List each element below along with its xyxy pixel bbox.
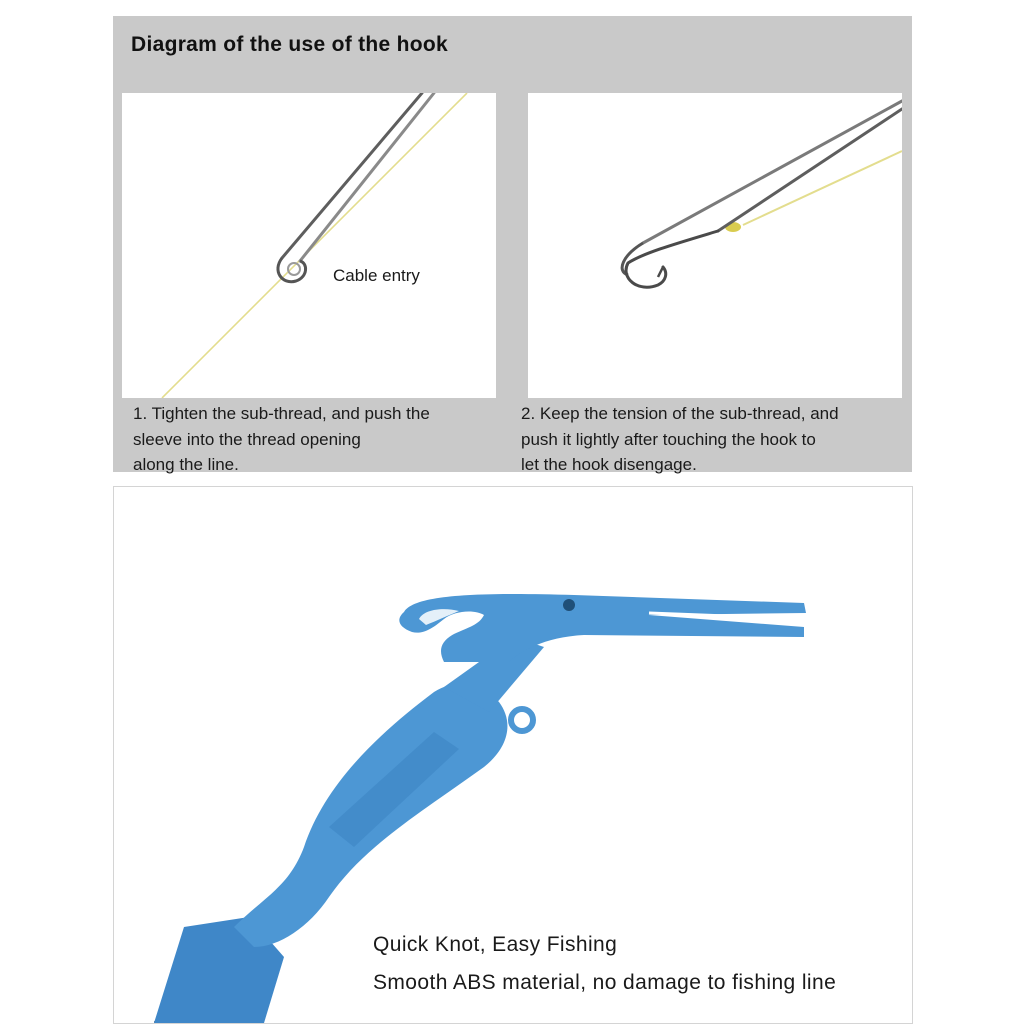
step1-photo — [122, 93, 496, 398]
wire-rod-2 — [718, 109, 902, 231]
step2-caption-line: let the hook disengage. — [521, 455, 697, 474]
hook-release-illustration — [528, 93, 902, 398]
product-subtagline: Smooth ABS material, no damage to fishing line — [373, 971, 837, 994]
wire-rod-2 — [300, 93, 434, 261]
diagram-title: Diagram of the use of the hook — [131, 33, 449, 56]
step1-caption-line: along the line. — [133, 455, 239, 474]
hanging-ring — [511, 709, 533, 731]
wire-loop-ring — [288, 263, 300, 275]
step1-caption-line: 1. Tighten the sub-thread, and push the — [133, 404, 430, 423]
step2-photo — [528, 93, 902, 398]
wire-loop — [278, 258, 306, 282]
usage-diagram-panel — [113, 16, 912, 472]
step2-caption-line: 2. Keep the tension of the sub-thread, and — [521, 404, 839, 423]
step1-caption — [133, 401, 430, 478]
product-tagline: Quick Knot, Easy Fishing — [373, 933, 618, 956]
fishing-line — [162, 93, 467, 398]
step2-caption — [521, 401, 839, 478]
tool-head — [399, 594, 806, 662]
step1-caption-line: sleeve into the thread opening — [133, 429, 361, 449]
product-photo-panel — [113, 486, 913, 1024]
hook-wire-loop-illustration — [122, 93, 496, 398]
fish-hook — [626, 231, 718, 287]
fish-hook-barb — [658, 267, 663, 277]
tool-hole — [563, 599, 575, 611]
cable-entry-label: Cable entry — [333, 266, 420, 285]
wire-rod-1 — [282, 93, 422, 258]
wire-rod-1 — [643, 101, 902, 243]
step2-caption-line: push it lightly after touching the hook to — [521, 429, 816, 449]
